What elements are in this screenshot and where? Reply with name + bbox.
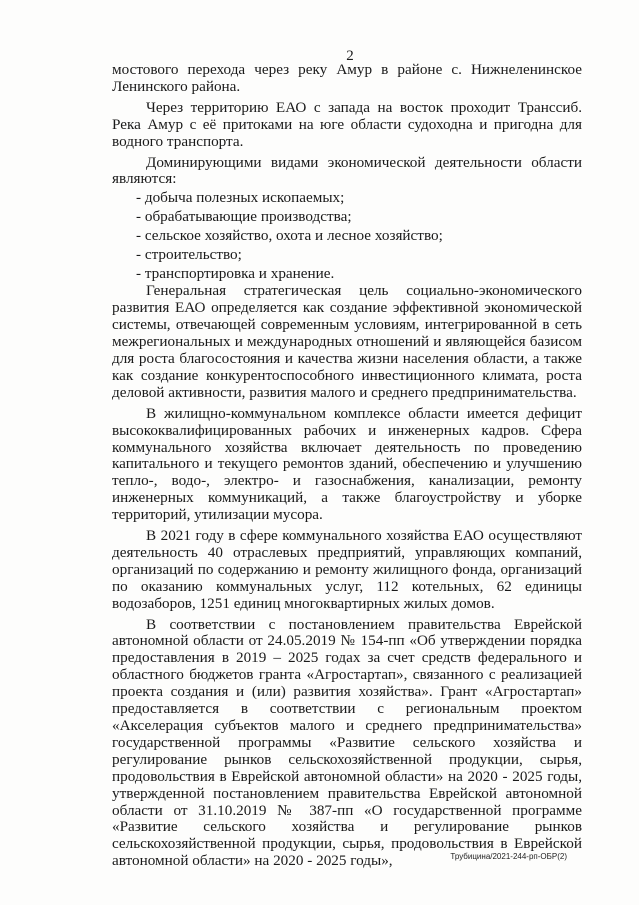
activities-list [112,188,582,283]
paragraph-activities-intro: Доминирующими видами экономической деятельности области являются: [112,153,582,188]
page-number: 2 [346,48,354,64]
paragraph-utilities-2021: В 2021 году в сфере коммунального хозяйства ЕАО осуществляют деятельность 40 отраслевых предприятий, управляющих компаний, организаций по содержанию и ремонту жилищного фонда, организаций по оказанию коммунальных услуг, 112 котельных, 62 единицы водозаборов, 1251 единиц многоквартирных жилых домов. [112,527,582,612]
list-item: - добыча полезных ископаемых; [136,189,345,207]
list-item: - сельское хозяйство, охота и лесное хозяйство; [136,227,443,245]
list-item: - строительство; [136,246,242,264]
paragraph-transsib: Через территорию ЕАО с запада на восток проходит Транссиб. Река Амур с её притоками на юге области судоходна и пригодна для водного транспорта. [112,98,582,150]
list-item: - обрабатывающие производства; [136,208,352,226]
paragraph-housing-complex: В жилищно-коммунальном комплексе области имеется дефицит высококвалифицированных рабочих и инженерных кадров. Сфера коммунального хозяйства включает деятельность по проведению капитального и текущего ремонтов зданий, обеспечению и улучшению тепло-, водо-, электро- и газоснабжения, канализации, ремонту инженерных коммуникаций, а также благоустройству и уборке территорий, утилизации мусора. [112,404,582,524]
paragraph-strategic-goal: Генеральная стратегическая цель социально-экономического развития ЕАО определяется как создание эффективной экономической системы, отвечающей современным условиям, интегрированной в сеть межрегиональных и международных отношений и являющейся базисом для роста благосостояния и качества жизни населения области, а также как создание конкурентоспособного инвестиционного климата, роста деловой активности, развития малого и среднего предпринимательства. [112,282,582,401]
paragraph-agrostartup: В соответствии с постановлением правительства Еврейской автономной области от 24.05.2019 № 154-пп «Об утверждении порядка предоставления в 2019 – 2025 годах за счет средств федерального и областного бюджетов гранта «Агростартап», связанного с реализацией проекта создания и (или) развития хозяйства». Грант «Агростартап» предоставляется в соответствии с региональным проектом «Акселерация субъектов малого и среднего предпринимательства» государственной программы «Развитие сельского хозяйства и регулирование рынков сельскохозяйственной продукции, сырья, продовольствия в Еврейской автономной области» на 2020 - 2025 годы, утвержденной постановлением правительства Еврейской автономной области от 31.10.2019 № 387-пп «О государственной программе «Развитие сельского хозяйства и регулирование рынков сельскохозяйственной продукции, сырья, продовольствия в Еврейской автономной области» на 2020 - 2025 годы», [112,615,582,870]
footer-reference: Трубицина/2021-244-рп-ОБР(2) [450,852,567,861]
document-body [112,62,582,870]
list-item: - транспортировка и хранение. [136,265,335,283]
paragraph-bridge: мостового перехода через реку Амур в районе с. Нижнеленинское Ленинского района. [112,61,582,95]
